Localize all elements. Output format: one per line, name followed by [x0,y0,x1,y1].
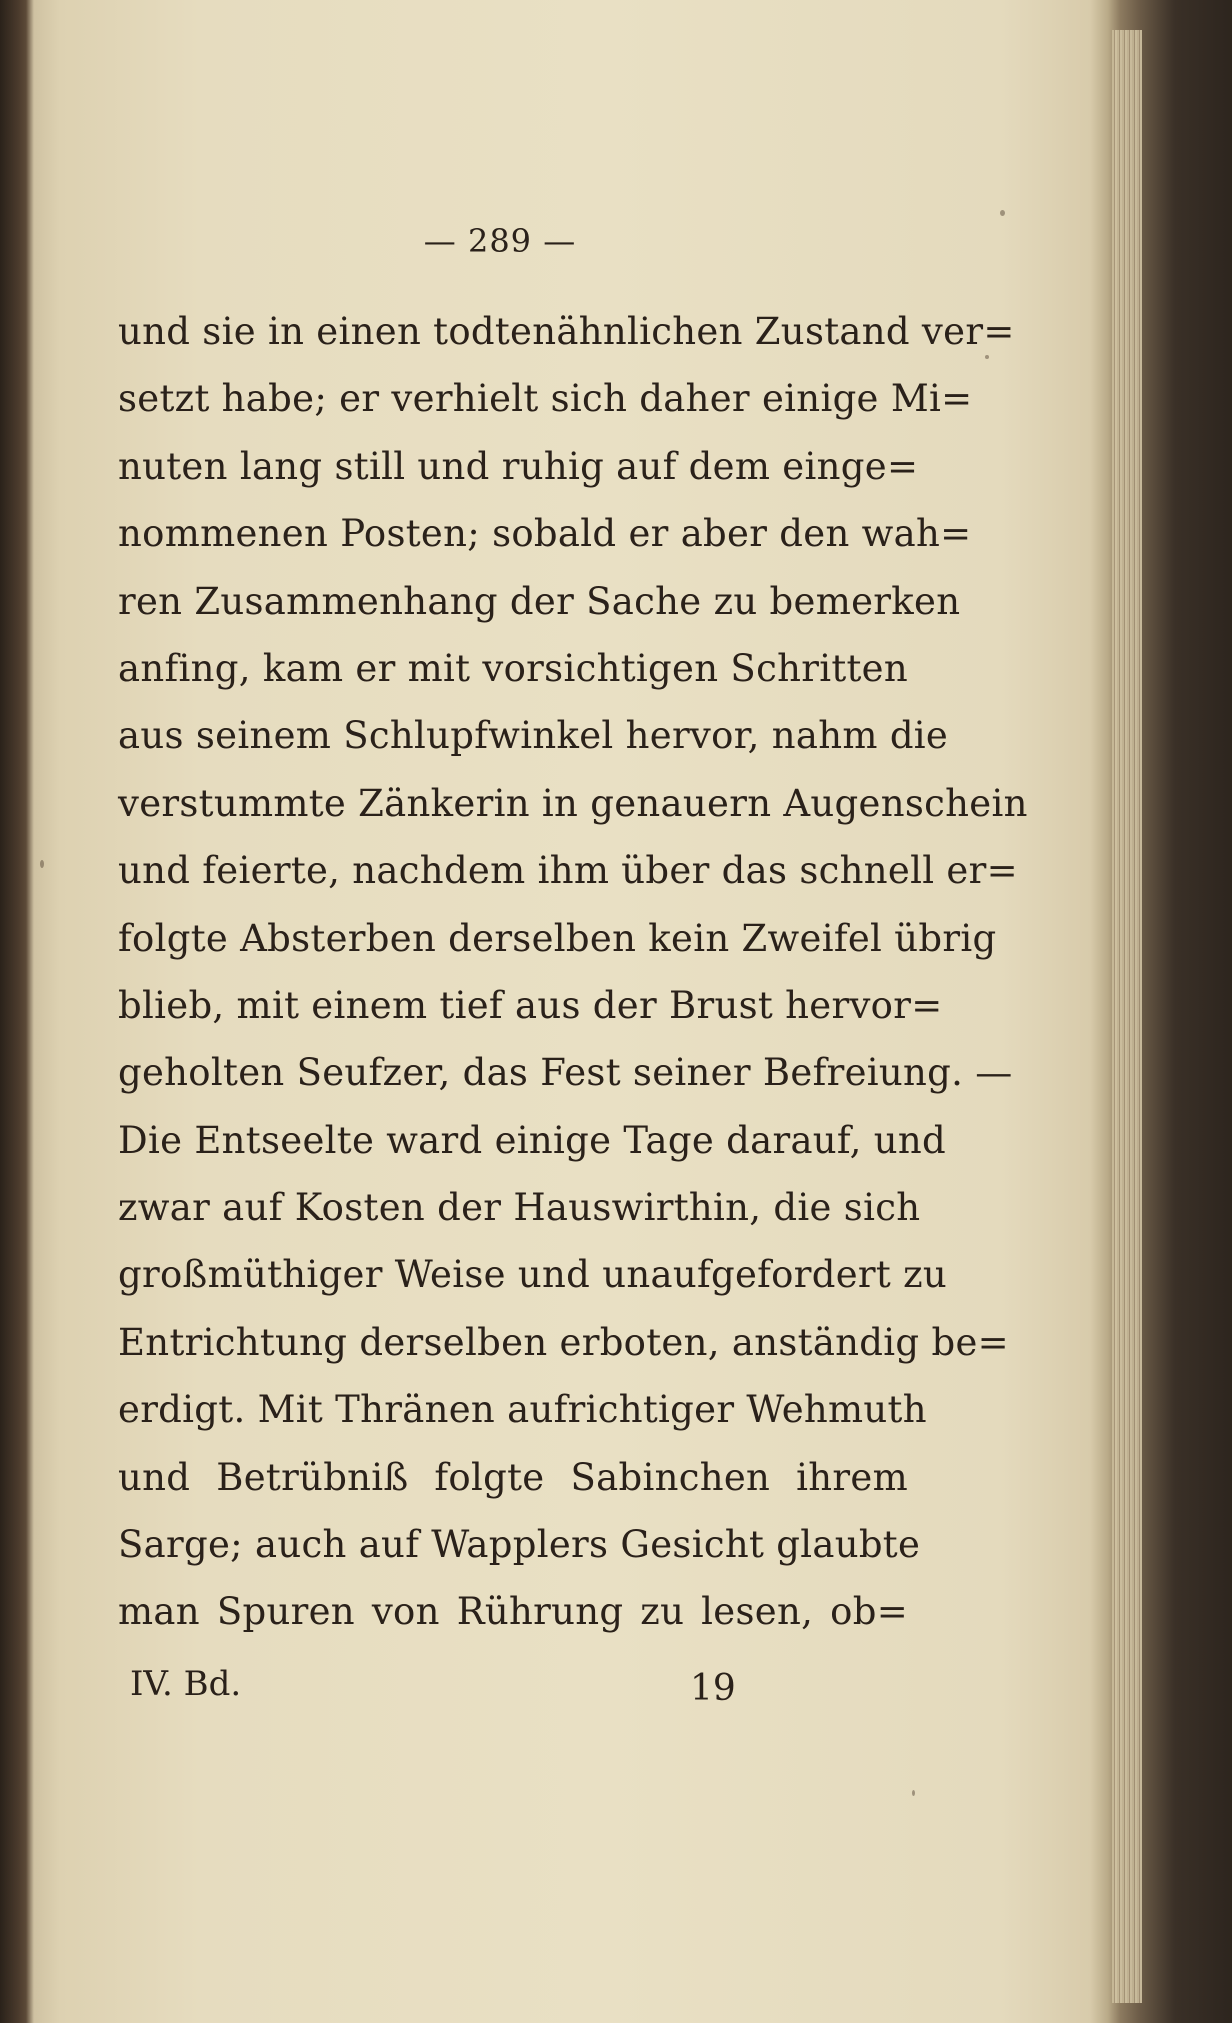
text-line: nommenen Posten; sobald er aber den wah= [118,512,972,556]
body-text [118,298,1028,1646]
text-line: man Spuren von Rührung zu lesen, ob= [118,1590,908,1634]
volume-signature: IV. Bd. [130,1664,242,1704]
text-line: und sie in einen todtenähnlichen Zustand ver= [118,310,1015,353]
paper-speck [1000,210,1005,216]
text-line: Sarge; auch auf Wapplers Gesicht glaubte [118,1523,921,1567]
text-line: setzt habe; er verhielt sich daher einige Mi= [118,377,973,421]
text-line: geholten Seufzer, das Fest seiner Befreiung. — [118,1051,1013,1095]
text-line: anfing, kam er mit vorsichtigen Schritten [118,646,908,690]
paper-speck [40,860,44,868]
paper-speck [985,355,989,359]
sheet-number: 19 [690,1668,736,1709]
text-line: und feierte, nachdem ihm über das schnell er= [118,849,1018,893]
page-footer [130,1664,770,1714]
page-number: — 289 — [423,222,577,260]
text-line: erdigt. Mit Thränen aufrichtiger Wehmuth [118,1388,927,1432]
text-line: zwar auf Kosten der Hauswirthin, die sich [118,1186,921,1230]
text-line: blieb, mit einem tief aus der Brust hervor= [118,983,943,1027]
text-line: folgte Absterben derselben kein Zweifel übrig [118,916,997,960]
text-line: verstummte Zänkerin in genauern Augenschein [118,781,1028,825]
text-line: Entrichtung derselben erboten, anständig be= [118,1320,1009,1364]
paper-speck [912,1790,915,1796]
text-line: und Betrübniß folgte Sabinchen ihrem [118,1455,908,1499]
text-line: großmüthiger Weise und unaufgefordert zu [118,1253,948,1297]
text-line: aus seinem Schlupfwinkel hervor, nahm die [118,714,949,758]
text-line: nuten lang still und ruhig auf dem einge= [118,444,919,488]
text-line: Die Entseelte ward einige Tage darauf, und [118,1118,946,1162]
text-line: ren Zusammenhang der Sache zu bemerken [118,579,961,623]
